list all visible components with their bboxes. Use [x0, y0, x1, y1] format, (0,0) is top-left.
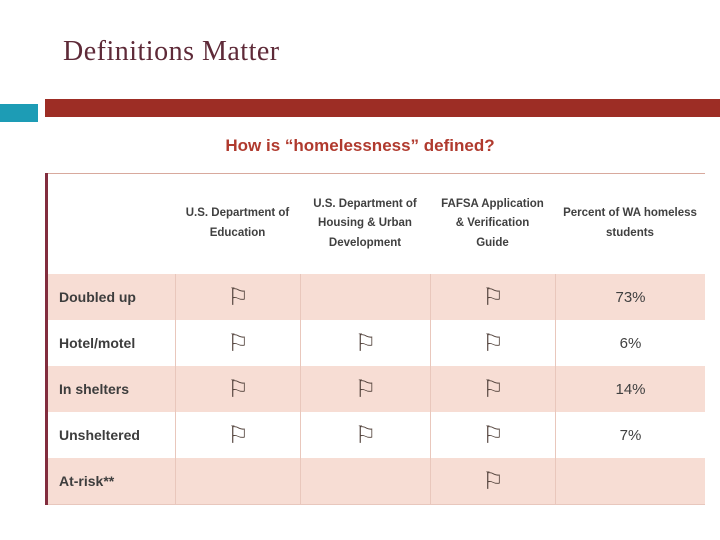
row-label: Doubled up — [45, 274, 175, 320]
accent-bar — [45, 99, 720, 117]
flag-check-icon: ⚐ — [482, 467, 504, 495]
doe-cell — [175, 412, 300, 458]
header-percent: Percent of WA homeless students — [555, 174, 705, 274]
doe-cell — [175, 366, 300, 412]
percent-cell — [555, 320, 705, 366]
flag-check-icon: ⚐ — [354, 375, 377, 403]
hud-cell — [300, 320, 430, 366]
doe-cell — [175, 320, 300, 366]
flag-check-icon: ⚐ — [482, 375, 504, 403]
percent-value: 7% — [619, 426, 642, 444]
table-left-accent-line — [45, 173, 48, 505]
hud-cell — [300, 412, 430, 458]
hud-cell — [300, 274, 430, 320]
hud-cell — [300, 366, 430, 412]
flag-check-icon: ⚐ — [482, 329, 504, 357]
fafsa-cell — [430, 366, 555, 412]
percent-value: 6% — [619, 334, 642, 352]
row-label: In shelters — [45, 366, 175, 412]
header-fafsa: FAFSA Application & Verification Guide — [430, 174, 555, 274]
row-label: Unsheltered — [45, 412, 175, 458]
percent-cell — [555, 412, 705, 458]
flag-check-icon: ⚐ — [227, 375, 249, 403]
flag-check-icon: ⚐ — [354, 421, 377, 449]
flag-check-icon: ⚐ — [227, 421, 249, 449]
flag-check-icon: ⚐ — [227, 283, 249, 311]
slide-subtitle: How is “homelessness” defined? — [225, 136, 495, 155]
percent-cell — [555, 458, 705, 504]
flag-check-icon: ⚐ — [227, 329, 249, 357]
row-label: At-risk** — [45, 458, 175, 504]
teal-accent-tab — [0, 104, 38, 122]
percent-cell — [555, 274, 705, 320]
fafsa-cell — [430, 274, 555, 320]
definitions-table — [45, 173, 705, 505]
doe-cell — [175, 274, 300, 320]
slide-title: Definitions Matter — [63, 36, 280, 67]
fafsa-cell — [430, 320, 555, 366]
hud-cell — [300, 458, 430, 504]
row-label: Hotel/motel — [45, 320, 175, 366]
fafsa-cell — [430, 458, 555, 504]
header-hud: U.S. Department of Housing & Urban Development — [300, 174, 430, 274]
percent-value: 14% — [615, 380, 646, 398]
fafsa-cell — [430, 412, 555, 458]
percent-value: 73% — [615, 288, 646, 306]
header-empty-cell — [45, 174, 175, 274]
doe-cell — [175, 458, 300, 504]
flag-check-icon: ⚐ — [354, 329, 377, 357]
flag-check-icon: ⚐ — [482, 283, 504, 311]
flag-check-icon: ⚐ — [482, 421, 504, 449]
percent-cell — [555, 366, 705, 412]
header-doe: U.S. Department of Education — [175, 174, 300, 274]
